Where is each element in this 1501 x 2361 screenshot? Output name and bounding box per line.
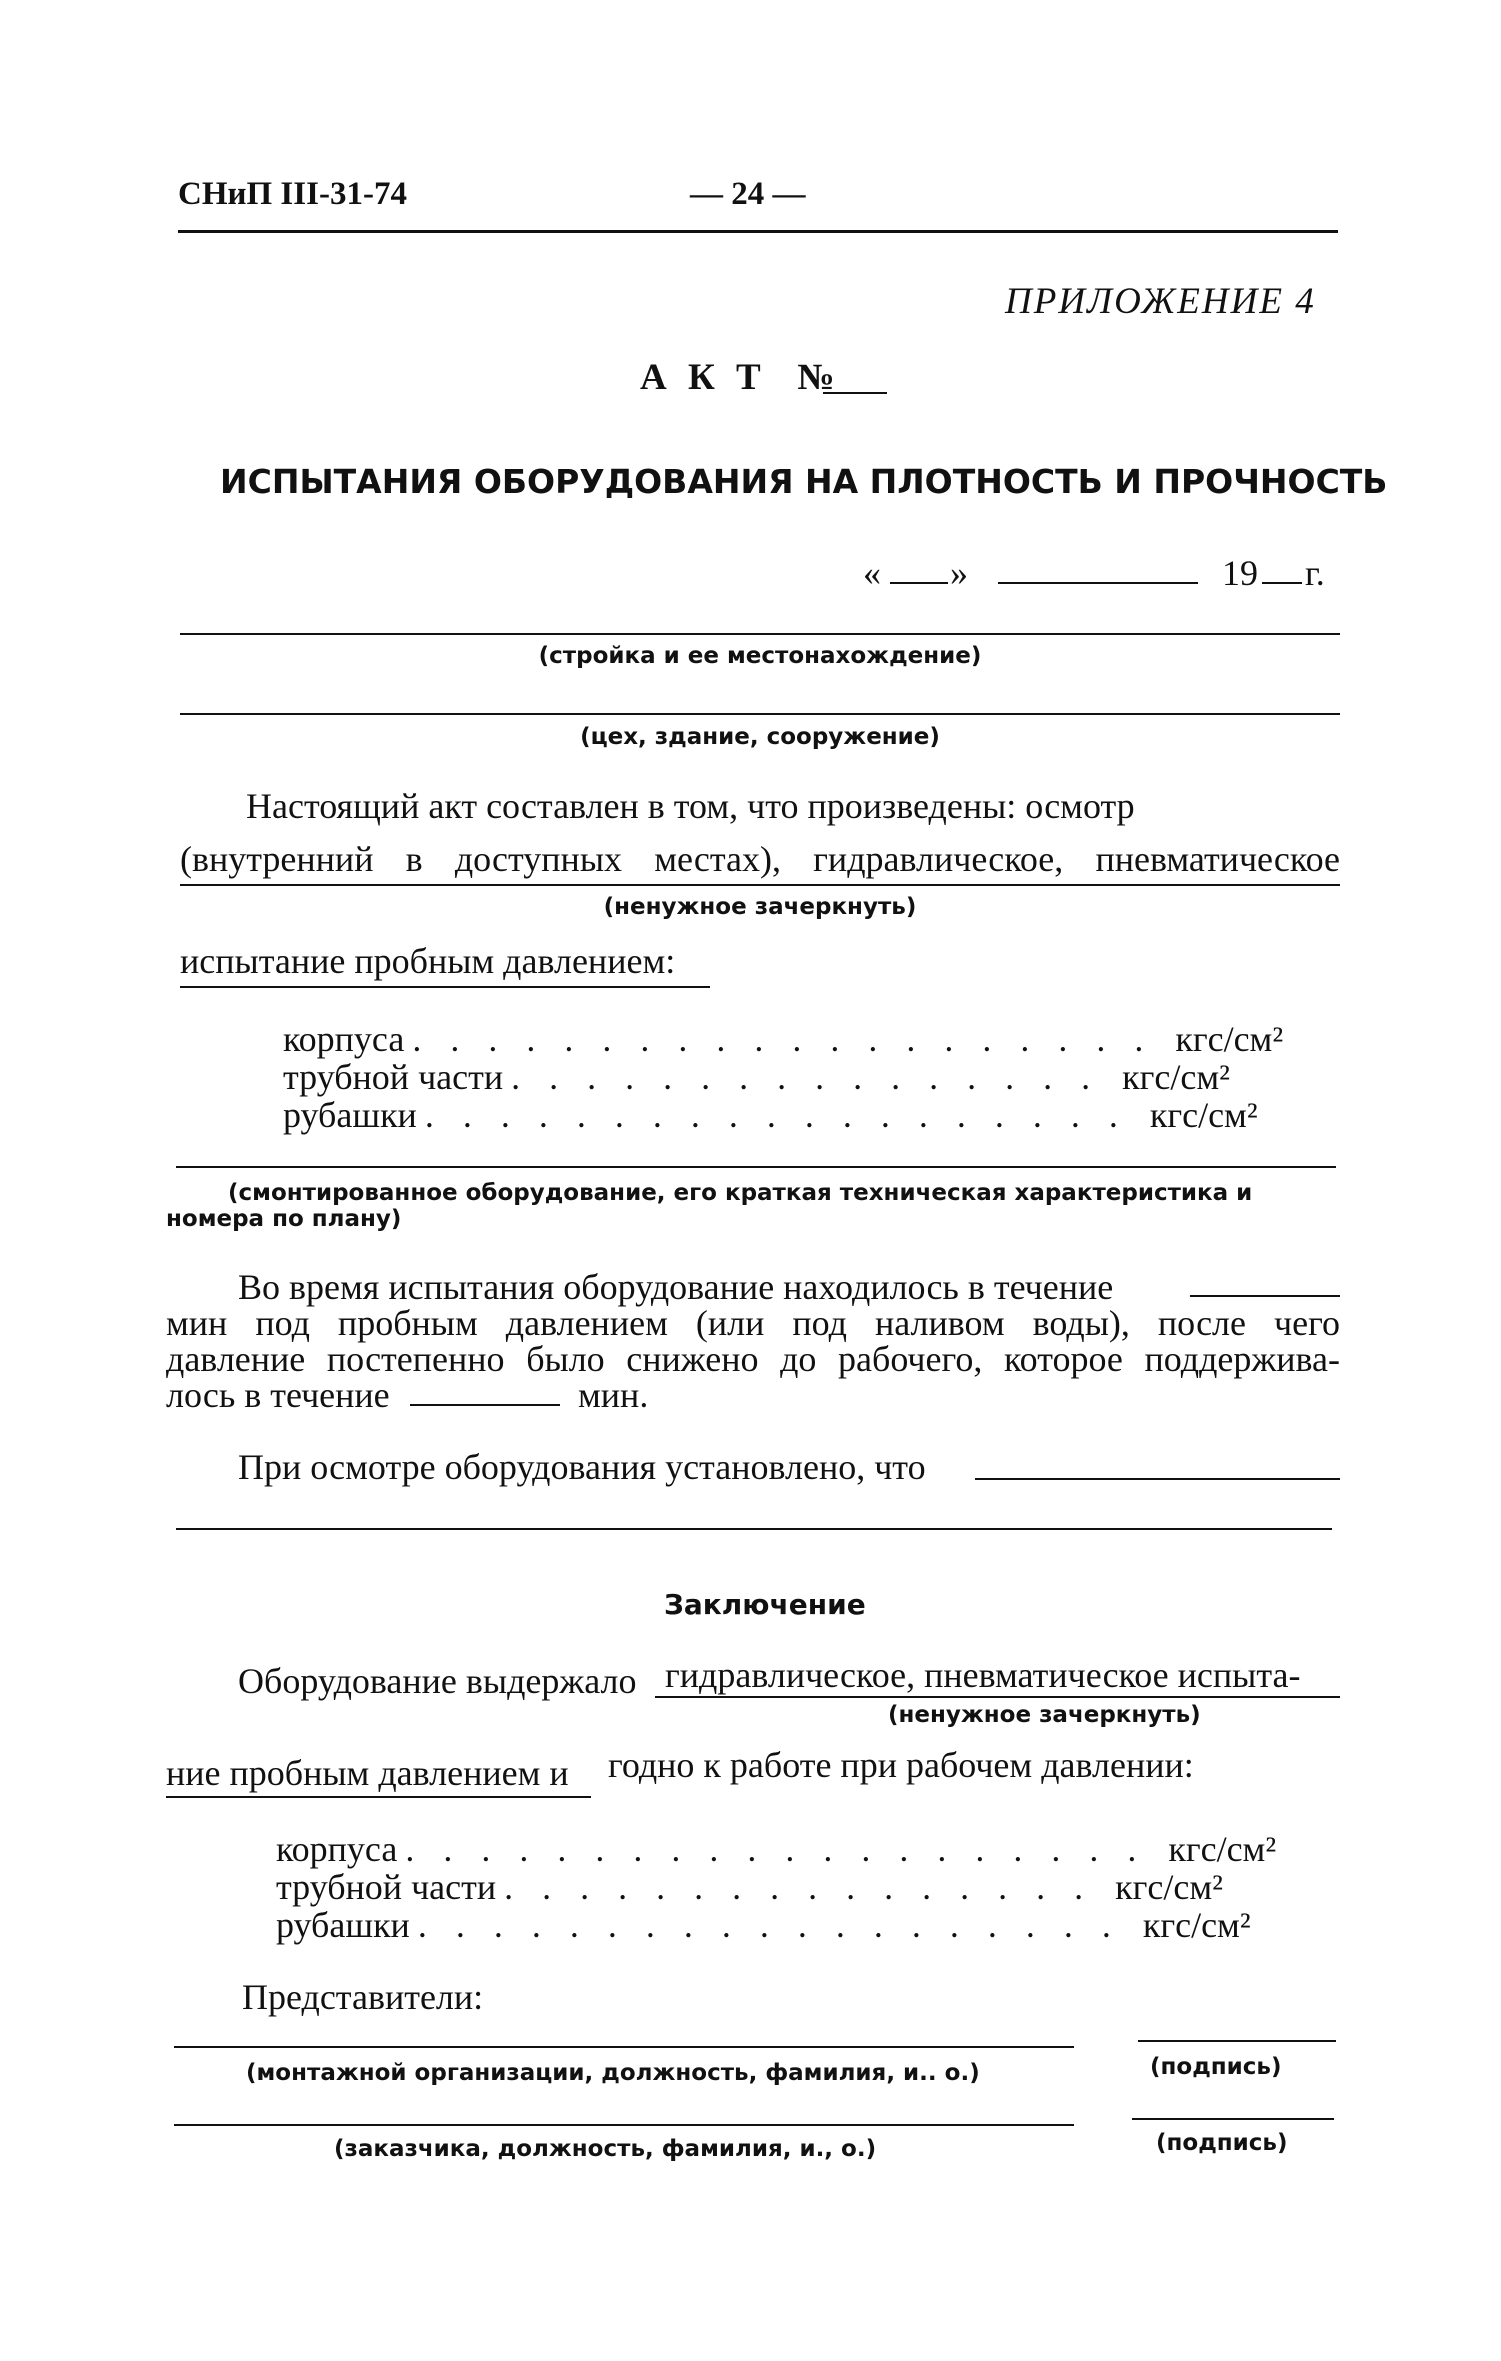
- day-blank: [890, 582, 948, 584]
- findings-blank-line: [176, 1528, 1332, 1530]
- work-pressure-row: [276, 1904, 1251, 1945]
- para1-underline: [180, 884, 1340, 886]
- equipment-caption-line2: номера по плану): [166, 1206, 402, 1232]
- findings-blank: [975, 1478, 1340, 1480]
- para1-line1: Настоящий акт составлен в том, что произведены: осмотр: [246, 786, 1135, 826]
- year-prefix: 19: [1222, 553, 1258, 593]
- work-pressure-label: корпуса: [276, 1829, 398, 1869]
- work-pressure-row: [276, 1828, 1277, 1869]
- act-number-blank: [823, 392, 887, 394]
- strike-out-caption-1: (ненужное зачеркнуть): [603, 894, 917, 920]
- para3-text: При осмотре оборудования установлено, что: [238, 1447, 926, 1487]
- conclusion-heading: Заключение: [664, 1588, 866, 1621]
- date-open-quote: «: [863, 553, 881, 593]
- customer-rep-line: [174, 2124, 1074, 2126]
- test-pressure-label: рубашки: [283, 1095, 417, 1135]
- year-suffix: г.: [1305, 553, 1325, 593]
- work-pressure-label: трубной части: [276, 1867, 497, 1907]
- document-code: СНиП III-31-74: [178, 176, 407, 212]
- work-pressure-leader: . . . . . . . . . . . . . . . . . . .: [417, 1905, 1121, 1945]
- para2-line1: Во время испытания оборудование находилось в течение: [238, 1267, 1114, 1307]
- test-pressure-leader: . . . . . . . . . . . . . . . . . . . .: [412, 1019, 1154, 1059]
- para2-line4-end: мин.: [578, 1375, 649, 1415]
- duration-blank: [1190, 1295, 1340, 1297]
- year-blank: [1262, 582, 1302, 584]
- work-pressure-leader: . . . . . . . . . . . . . . . .: [504, 1867, 1094, 1907]
- para2-line3: давление постепенно было снижено до рабочего, которое поддержива-: [166, 1339, 1340, 1379]
- conclusion-underline-2: [166, 1796, 591, 1798]
- conclusion-line1-end: гидравлическое, пневматическое испыта-: [665, 1655, 1301, 1695]
- test-pressure-leader: . . . . . . . . . . . . . . . .: [511, 1057, 1101, 1097]
- para1-line3-underline: [180, 986, 710, 988]
- hold-duration-blank: [410, 1404, 560, 1406]
- para2-line4-start: лось в течение: [166, 1375, 390, 1415]
- customer-rep-caption: (заказчика, должность, фамилия, и., о.): [334, 2136, 877, 2162]
- date-close-quote: »: [950, 553, 968, 593]
- test-pressure-unit: кгс/см²: [1149, 1095, 1258, 1135]
- test-pressure-leader: . . . . . . . . . . . . . . . . . . .: [424, 1095, 1128, 1135]
- test-pressure-label: корпуса: [283, 1019, 405, 1059]
- appendix-label: ПРИЛОЖЕНИЕ 4: [1005, 281, 1316, 322]
- conclusion-underline-1: [655, 1696, 1340, 1698]
- installer-signature-line: [1138, 2040, 1336, 2042]
- header-rule: [178, 230, 1338, 233]
- building-caption: (цех, здание, сооружение): [580, 724, 940, 750]
- para1-line3: испытание пробным давлением:: [180, 941, 676, 981]
- conclusion-line1-start: Оборудование выдержало: [238, 1661, 637, 1701]
- work-pressure-unit: кгс/см²: [1142, 1905, 1251, 1945]
- act-subtitle: ИСПЫТАНИЯ ОБОРУДОВАНИЯ НА ПЛОТНОСТЬ И ПРОЧНОСТЬ: [220, 462, 1388, 501]
- customer-signature-caption: (подпись): [1156, 2130, 1288, 2156]
- test-pressure-row: [283, 1056, 1230, 1097]
- work-pressure-row: [276, 1866, 1223, 1907]
- test-pressure-unit: кгс/см²: [1122, 1057, 1230, 1097]
- equipment-blank-line: [176, 1166, 1336, 1168]
- work-pressure-unit: кгс/см²: [1168, 1829, 1277, 1869]
- site-caption: (стройка и ее местонахождение): [538, 643, 982, 669]
- para1-line2: (внутренний в доступных местах), гидравлическое, пневматическое: [180, 839, 1340, 879]
- work-pressure-leader: . . . . . . . . . . . . . . . . . . . .: [405, 1829, 1147, 1869]
- test-pressure-row: [283, 1094, 1258, 1135]
- equipment-caption-line1: (смонтированное оборудование, его краткая техническая характеристика и: [228, 1180, 1253, 1206]
- test-pressure-row: [283, 1018, 1284, 1059]
- installer-rep-line: [174, 2046, 1074, 2048]
- conclusion-line2-end: годно к работе при рабочем давлении:: [608, 1745, 1194, 1785]
- test-pressure-unit: кгс/см²: [1175, 1019, 1284, 1059]
- conclusion-line2-start: ние пробным давлением и: [166, 1753, 569, 1793]
- customer-signature-line: [1132, 2118, 1334, 2120]
- installer-rep-caption: (монтажной организации, должность, фамилия, и.. о.): [246, 2060, 980, 2086]
- work-pressure-list: [276, 1828, 1277, 1945]
- act-title: А К Т №: [640, 357, 841, 398]
- test-pressure-list: [283, 1018, 1284, 1135]
- building-blank-line: [180, 713, 1340, 715]
- representatives-label: Представители:: [242, 1977, 484, 2017]
- page-number: — 24 —: [690, 176, 806, 212]
- installer-signature-caption: (подпись): [1150, 2054, 1282, 2080]
- test-pressure-label: трубной части: [283, 1057, 504, 1097]
- month-blank: [998, 582, 1198, 584]
- work-pressure-label: рубашки: [276, 1905, 410, 1945]
- strike-out-caption-2: (ненужное зачеркнуть): [888, 1702, 1201, 1728]
- site-blank-line: [180, 633, 1340, 635]
- work-pressure-unit: кгс/см²: [1115, 1867, 1223, 1907]
- para2-line2: мин под пробным давлением (или под наливом воды), после чего: [166, 1303, 1340, 1343]
